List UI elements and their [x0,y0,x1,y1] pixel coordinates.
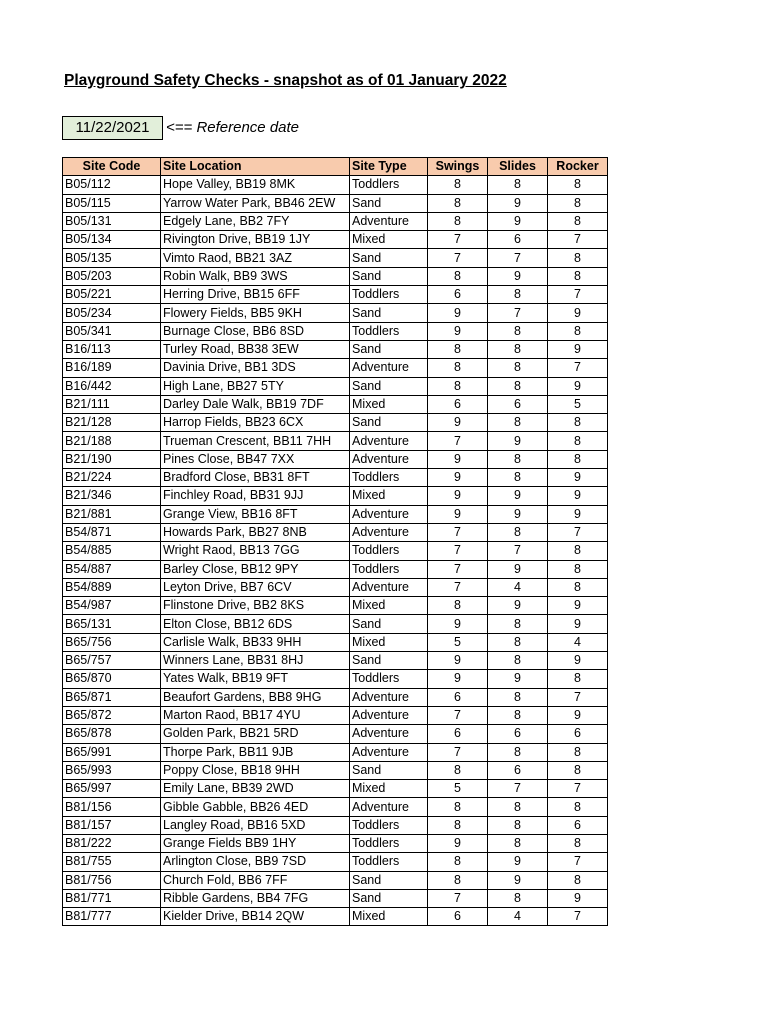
swings-cell[interactable]: 9 [428,652,488,670]
site-code-cell[interactable]: B54/885 [63,542,161,560]
site-type-cell[interactable]: Toddlers [350,560,428,578]
site-location-cell[interactable]: Turley Road, BB38 3EW [161,340,350,358]
rocker-cell[interactable]: 8 [548,176,608,194]
swings-cell[interactable]: 7 [428,743,488,761]
site-location-cell[interactable]: Wright Raod, BB13 7GG [161,542,350,560]
swings-cell[interactable]: 9 [428,414,488,432]
slides-cell[interactable]: 8 [488,615,548,633]
site-type-cell[interactable]: Sand [350,194,428,212]
table-row [63,688,608,706]
rocker-cell[interactable]: 8 [548,743,608,761]
swings-cell[interactable]: 9 [428,505,488,523]
site-type-cell[interactable]: Toddlers [350,816,428,834]
site-location-cell[interactable]: Emily Lane, BB39 2WD [161,780,350,798]
swings-cell[interactable]: 9 [428,487,488,505]
swings-cell[interactable]: 7 [428,706,488,724]
slides-cell[interactable]: 4 [488,578,548,596]
site-type-cell[interactable]: Sand [350,761,428,779]
site-code-cell[interactable]: B81/777 [63,908,161,926]
site-type-cell[interactable]: Sand [350,889,428,907]
site-code-cell[interactable]: B65/870 [63,670,161,688]
site-type-cell[interactable]: Adventure [350,743,428,761]
header-swings[interactable]: Swings [428,158,488,176]
site-type-cell[interactable]: Adventure [350,578,428,596]
site-type-cell[interactable]: Sand [350,414,428,432]
site-type-cell[interactable]: Adventure [350,523,428,541]
rocker-cell[interactable]: 9 [548,889,608,907]
table-row [63,395,608,413]
site-type-cell[interactable]: Adventure [350,432,428,450]
site-type-cell[interactable]: Adventure [350,450,428,468]
site-location-cell[interactable]: Barley Close, BB12 9PY [161,560,350,578]
site-type-cell[interactable]: Toddlers [350,834,428,852]
swings-cell[interactable]: 7 [428,542,488,560]
rocker-cell[interactable]: 8 [548,194,608,212]
site-code-cell[interactable]: B05/134 [63,231,161,249]
slides-cell[interactable]: 7 [488,249,548,267]
rocker-cell[interactable]: 7 [548,523,608,541]
site-location-cell[interactable]: Burnage Close, BB6 8SD [161,322,350,340]
slides-cell[interactable]: 9 [488,432,548,450]
site-location-cell[interactable]: Golden Park, BB21 5RD [161,725,350,743]
swings-cell[interactable]: 8 [428,176,488,194]
table-row [63,780,608,798]
site-type-cell[interactable]: Adventure [350,706,428,724]
rocker-cell[interactable]: 8 [548,834,608,852]
site-location-cell[interactable]: Edgely Lane, BB2 7FY [161,212,350,230]
swings-cell[interactable]: 8 [428,871,488,889]
site-code-cell[interactable]: B21/881 [63,505,161,523]
rocker-cell[interactable]: 7 [548,286,608,304]
header-slides[interactable]: Slides [488,158,548,176]
site-type-cell[interactable]: Toddlers [350,542,428,560]
site-location-cell[interactable]: Grange Fields BB9 1HY [161,834,350,852]
site-location-cell[interactable]: Finchley Road, BB31 9JJ [161,487,350,505]
table-row [63,304,608,322]
table-row [63,670,608,688]
rocker-cell[interactable]: 6 [548,725,608,743]
rocker-cell[interactable]: 9 [548,340,608,358]
rocker-cell[interactable]: 5 [548,395,608,413]
table-row [63,176,608,194]
rocker-cell[interactable]: 9 [548,652,608,670]
slides-cell[interactable]: 9 [488,597,548,615]
rocker-cell[interactable]: 8 [548,670,608,688]
slides-cell[interactable]: 8 [488,450,548,468]
safety-checks-table [62,157,608,926]
site-type-cell[interactable]: Sand [350,871,428,889]
table-row [63,249,608,267]
table-row [63,816,608,834]
site-code-cell[interactable]: B81/157 [63,816,161,834]
table-row [63,322,608,340]
slides-cell[interactable]: 8 [488,340,548,358]
site-location-cell[interactable]: Gibble Gabble, BB26 4ED [161,798,350,816]
rocker-cell[interactable]: 9 [548,487,608,505]
table-row [63,633,608,651]
swings-cell[interactable]: 8 [428,377,488,395]
swings-cell[interactable]: 7 [428,578,488,596]
header-rocker[interactable]: Rocker [548,158,608,176]
swings-cell[interactable]: 9 [428,670,488,688]
site-type-cell[interactable]: Adventure [350,359,428,377]
site-type-cell[interactable]: Mixed [350,395,428,413]
site-location-cell[interactable]: Poppy Close, BB18 9HH [161,761,350,779]
table-row [63,652,608,670]
slides-cell[interactable]: 9 [488,871,548,889]
slides-cell[interactable]: 8 [488,469,548,487]
site-code-cell[interactable]: B05/203 [63,267,161,285]
table-row [63,505,608,523]
site-code-cell[interactable]: B65/878 [63,725,161,743]
site-code-cell[interactable]: B05/115 [63,194,161,212]
site-location-cell[interactable]: Grange View, BB16 8FT [161,505,350,523]
site-code-cell[interactable]: B05/221 [63,286,161,304]
rocker-cell[interactable]: 7 [548,688,608,706]
rocker-cell[interactable]: 9 [548,304,608,322]
site-location-cell[interactable]: Elton Close, BB12 6DS [161,615,350,633]
rocker-cell[interactable]: 6 [548,816,608,834]
site-code-cell[interactable]: B21/188 [63,432,161,450]
site-code-cell[interactable]: B21/190 [63,450,161,468]
site-type-cell[interactable]: Toddlers [350,469,428,487]
site-type-cell[interactable]: Sand [350,615,428,633]
site-location-cell[interactable]: Marton Raod, BB17 4YU [161,706,350,724]
swings-cell[interactable]: 8 [428,853,488,871]
slides-cell[interactable]: 9 [488,212,548,230]
table-row [63,853,608,871]
rocker-cell[interactable]: 9 [548,615,608,633]
site-location-cell[interactable]: Winners Lane, BB31 8HJ [161,652,350,670]
table-row [63,889,608,907]
site-type-cell[interactable]: Toddlers [350,176,428,194]
site-code-cell[interactable]: B05/234 [63,304,161,322]
site-location-cell[interactable]: Carlisle Walk, BB33 9HH [161,633,350,651]
site-code-cell[interactable]: B05/112 [63,176,161,194]
site-type-cell[interactable]: Adventure [350,725,428,743]
rocker-cell[interactable]: 8 [548,212,608,230]
site-code-cell[interactable]: B81/756 [63,871,161,889]
site-code-cell[interactable]: B81/755 [63,853,161,871]
rocker-cell[interactable]: 9 [548,597,608,615]
site-code-cell[interactable]: B65/997 [63,780,161,798]
site-type-cell[interactable]: Sand [350,267,428,285]
slides-cell[interactable]: 6 [488,231,548,249]
site-code-cell[interactable]: B05/341 [63,322,161,340]
rocker-cell[interactable]: 8 [548,432,608,450]
swings-cell[interactable]: 7 [428,249,488,267]
site-code-cell[interactable]: B81/771 [63,889,161,907]
table-row [63,432,608,450]
slides-cell[interactable]: 8 [488,322,548,340]
site-location-cell[interactable]: Ribble Gardens, BB4 7FG [161,889,350,907]
site-location-cell[interactable]: Church Fold, BB6 7FF [161,871,350,889]
rocker-cell[interactable]: 8 [548,267,608,285]
swings-cell[interactable]: 7 [428,889,488,907]
site-code-cell[interactable]: B54/887 [63,560,161,578]
table-row [63,414,608,432]
swings-cell[interactable]: 8 [428,798,488,816]
rocker-cell[interactable]: 9 [548,505,608,523]
swings-cell[interactable]: 7 [428,432,488,450]
page-title: Playground Safety Checks - snapshot as of 01 January 2022 [64,72,507,89]
site-location-cell[interactable]: Pines Close, BB47 7XX [161,450,350,468]
swings-cell[interactable]: 9 [428,322,488,340]
site-type-cell[interactable]: Adventure [350,688,428,706]
table-row [63,340,608,358]
rocker-cell[interactable]: 4 [548,633,608,651]
rocker-cell[interactable]: 7 [548,231,608,249]
slides-cell[interactable]: 9 [488,505,548,523]
site-code-cell[interactable]: B21/128 [63,414,161,432]
site-location-cell[interactable]: Harrop Fields, BB23 6CX [161,414,350,432]
table-row [63,615,608,633]
table-row [63,377,608,395]
site-type-cell[interactable]: Mixed [350,633,428,651]
table-row [63,286,608,304]
site-code-cell[interactable]: B21/111 [63,395,161,413]
reference-date-label: <== Reference date [166,119,300,136]
swings-cell[interactable]: 9 [428,615,488,633]
rocker-cell[interactable]: 7 [548,853,608,871]
rocker-cell[interactable]: 9 [548,377,608,395]
rocker-cell[interactable]: 8 [548,798,608,816]
slides-cell[interactable]: 8 [488,798,548,816]
swings-cell[interactable]: 9 [428,469,488,487]
table-row [63,231,608,249]
table-row [63,798,608,816]
slides-cell[interactable]: 8 [488,377,548,395]
rocker-cell[interactable]: 9 [548,706,608,724]
slides-cell[interactable]: 8 [488,706,548,724]
swings-cell[interactable]: 8 [428,340,488,358]
site-code-cell[interactable]: B54/871 [63,523,161,541]
rocker-cell[interactable]: 8 [548,414,608,432]
slides-cell[interactable]: 6 [488,761,548,779]
slides-cell[interactable]: 8 [488,414,548,432]
slides-cell[interactable]: 7 [488,542,548,560]
site-code-cell[interactable]: B21/346 [63,487,161,505]
swings-cell[interactable]: 8 [428,267,488,285]
header-row [63,158,608,176]
rocker-cell[interactable]: 8 [548,322,608,340]
table-row [63,542,608,560]
slides-cell[interactable]: 8 [488,652,548,670]
site-type-cell[interactable]: Sand [350,249,428,267]
site-type-cell[interactable]: Mixed [350,231,428,249]
site-code-cell[interactable]: B65/757 [63,652,161,670]
site-location-cell[interactable]: High Lane, BB27 5TY [161,377,350,395]
site-type-cell[interactable]: Toddlers [350,853,428,871]
site-location-cell[interactable]: Robin Walk, BB9 3WS [161,267,350,285]
rocker-cell[interactable]: 7 [548,780,608,798]
site-code-cell[interactable]: B05/135 [63,249,161,267]
rocker-cell[interactable]: 8 [548,761,608,779]
site-location-cell[interactable]: Herring Drive, BB15 6FF [161,286,350,304]
slides-cell[interactable]: 8 [488,816,548,834]
slides-cell[interactable]: 8 [488,359,548,377]
slides-cell[interactable]: 7 [488,304,548,322]
site-code-cell[interactable]: B65/872 [63,706,161,724]
site-type-cell[interactable]: Adventure [350,212,428,230]
swings-cell[interactable]: 8 [428,212,488,230]
site-location-cell[interactable]: Thorpe Park, BB11 9JB [161,743,350,761]
slides-cell[interactable]: 8 [488,176,548,194]
table-row [63,597,608,615]
swings-cell[interactable]: 5 [428,780,488,798]
swings-cell[interactable]: 5 [428,633,488,651]
site-type-cell[interactable]: Sand [350,340,428,358]
table-row [63,469,608,487]
swings-cell[interactable]: 8 [428,597,488,615]
table-row [63,725,608,743]
slides-cell[interactable]: 8 [488,688,548,706]
site-type-cell[interactable]: Sand [350,304,428,322]
site-type-cell[interactable]: Sand [350,377,428,395]
rocker-cell[interactable]: 8 [548,578,608,596]
site-type-cell[interactable]: Adventure [350,505,428,523]
table-row [63,706,608,724]
site-location-cell[interactable]: Davinia Drive, BB1 3DS [161,359,350,377]
site-location-cell[interactable]: Flowery Fields, BB5 9KH [161,304,350,322]
slides-cell[interactable]: 8 [488,286,548,304]
slides-cell[interactable]: 9 [488,194,548,212]
site-location-cell[interactable]: Darley Dale Walk, BB19 7DF [161,395,350,413]
slides-cell[interactable]: 8 [488,633,548,651]
table-row [63,560,608,578]
slides-cell[interactable]: 9 [488,853,548,871]
site-code-cell[interactable]: B65/756 [63,633,161,651]
swings-cell[interactable]: 6 [428,688,488,706]
site-code-cell[interactable]: B65/871 [63,688,161,706]
swings-cell[interactable]: 6 [428,725,488,743]
rocker-cell[interactable]: 9 [548,469,608,487]
table-row [63,908,608,926]
site-type-cell[interactable]: Mixed [350,597,428,615]
swings-cell[interactable]: 8 [428,194,488,212]
site-code-cell[interactable]: B81/222 [63,834,161,852]
table-row [63,487,608,505]
site-location-cell[interactable]: Yates Walk, BB19 9FT [161,670,350,688]
site-code-cell[interactable]: B81/156 [63,798,161,816]
site-location-cell[interactable]: Beaufort Gardens, BB8 9HG [161,688,350,706]
site-code-cell[interactable]: B65/131 [63,615,161,633]
site-location-cell[interactable]: Bradford Close, BB31 8FT [161,469,350,487]
table-row [63,834,608,852]
table-row [63,578,608,596]
table-row [63,359,608,377]
header-site-type[interactable]: Site Type [350,158,428,176]
rocker-cell[interactable]: 8 [548,542,608,560]
slides-cell[interactable]: 8 [488,743,548,761]
site-location-cell[interactable]: Trueman Crescent, BB11 7HH [161,432,350,450]
rocker-cell[interactable]: 8 [548,560,608,578]
site-code-cell[interactable]: B65/993 [63,761,161,779]
site-location-cell[interactable]: Flinstone Drive, BB2 8KS [161,597,350,615]
rocker-cell[interactable]: 8 [548,871,608,889]
swings-cell[interactable]: 9 [428,834,488,852]
table-row [63,761,608,779]
table-row [63,743,608,761]
slides-cell[interactable]: 9 [488,267,548,285]
site-type-cell[interactable]: Mixed [350,487,428,505]
site-code-cell[interactable]: B16/442 [63,377,161,395]
site-code-cell[interactable]: B16/113 [63,340,161,358]
swings-cell[interactable]: 7 [428,231,488,249]
table-row [63,523,608,541]
table-row [63,267,608,285]
slides-cell[interactable]: 6 [488,395,548,413]
slides-cell[interactable]: 9 [488,670,548,688]
site-type-cell[interactable]: Adventure [350,798,428,816]
site-type-cell[interactable]: Toddlers [350,322,428,340]
site-type-cell[interactable]: Mixed [350,780,428,798]
swings-cell[interactable]: 7 [428,523,488,541]
site-location-cell[interactable]: Yarrow Water Park, BB46 2EW [161,194,350,212]
swings-cell[interactable]: 6 [428,286,488,304]
rocker-cell[interactable]: 7 [548,359,608,377]
site-code-cell[interactable]: B05/131 [63,212,161,230]
swings-cell[interactable]: 8 [428,816,488,834]
swings-cell[interactable]: 6 [428,395,488,413]
table-row [63,194,608,212]
slides-cell[interactable]: 4 [488,908,548,926]
site-type-cell[interactable]: Sand [350,652,428,670]
site-type-cell[interactable]: Mixed [350,908,428,926]
site-code-cell[interactable]: B21/224 [63,469,161,487]
swings-cell[interactable]: 7 [428,560,488,578]
swings-cell[interactable]: 9 [428,450,488,468]
rocker-cell[interactable]: 8 [548,249,608,267]
rocker-cell[interactable]: 7 [548,908,608,926]
table-row [63,871,608,889]
site-code-cell[interactable]: B16/189 [63,359,161,377]
swings-cell[interactable]: 9 [428,304,488,322]
reference-date-cell[interactable]: 11/22/2021 [62,116,163,140]
site-code-cell[interactable]: B54/987 [63,597,161,615]
site-type-cell[interactable]: Toddlers [350,670,428,688]
site-location-cell[interactable]: Leyton Drive, BB7 6CV [161,578,350,596]
header-site-code[interactable]: Site Code [63,158,161,176]
site-location-cell[interactable]: Langley Road, BB16 5XD [161,816,350,834]
swings-cell[interactable]: 8 [428,761,488,779]
site-code-cell[interactable]: B65/991 [63,743,161,761]
header-site-location[interactable]: Site Location [161,158,350,176]
swings-cell[interactable]: 8 [428,359,488,377]
swings-cell[interactable]: 6 [428,908,488,926]
slides-cell[interactable]: 6 [488,725,548,743]
site-location-cell[interactable]: Howards Park, BB27 8NB [161,523,350,541]
site-location-cell[interactable]: Hope Valley, BB19 8MK [161,176,350,194]
site-location-cell[interactable]: Vimto Raod, BB21 3AZ [161,249,350,267]
site-location-cell[interactable]: Kielder Drive, BB14 2QW [161,908,350,926]
slides-cell[interactable]: 8 [488,834,548,852]
table-row [63,212,608,230]
slides-cell[interactable]: 9 [488,487,548,505]
site-location-cell[interactable]: Rivington Drive, BB19 1JY [161,231,350,249]
slides-cell[interactable]: 8 [488,889,548,907]
table-row [63,450,608,468]
rocker-cell[interactable]: 8 [548,450,608,468]
slides-cell[interactable]: 9 [488,560,548,578]
site-type-cell[interactable]: Toddlers [350,286,428,304]
site-location-cell[interactable]: Arlington Close, BB9 7SD [161,853,350,871]
site-code-cell[interactable]: B54/889 [63,578,161,596]
slides-cell[interactable]: 7 [488,780,548,798]
slides-cell[interactable]: 8 [488,523,548,541]
